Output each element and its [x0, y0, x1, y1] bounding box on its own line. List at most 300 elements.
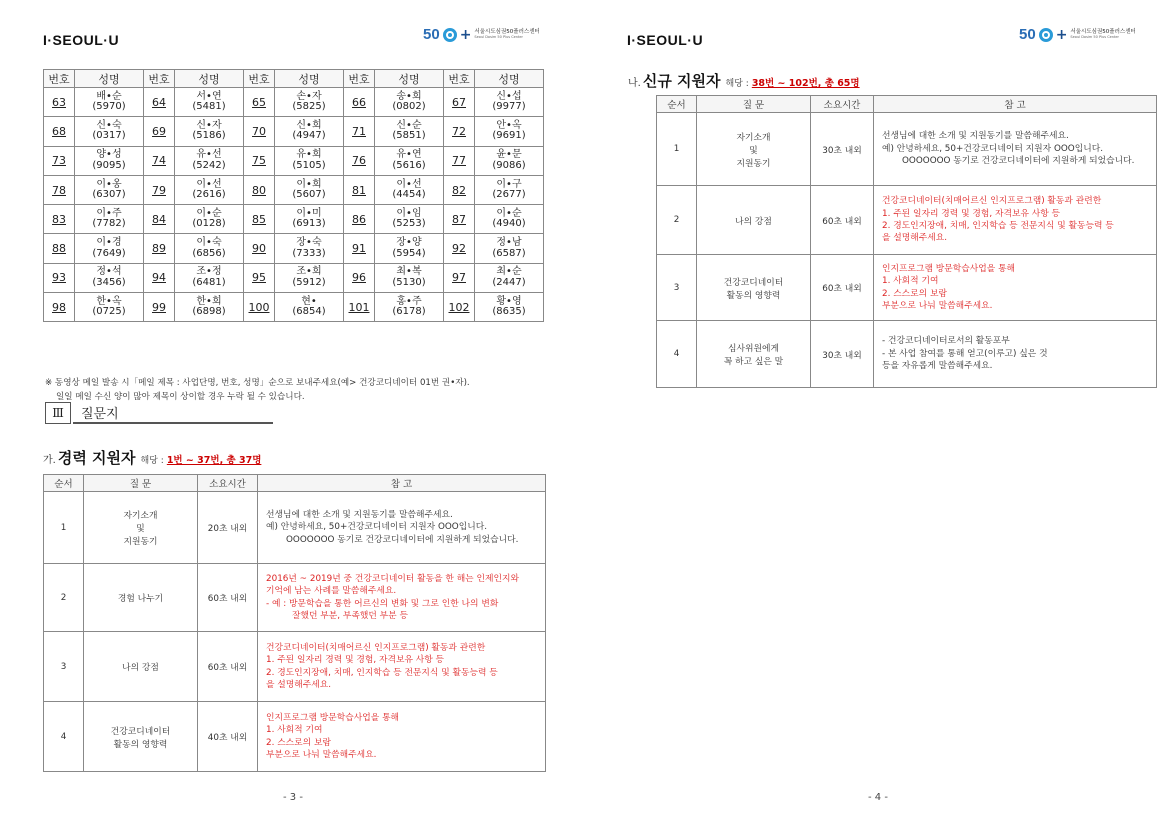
- roster-number: 92: [444, 234, 475, 263]
- roster-name-text: 홍•주: [396, 295, 422, 307]
- reference-line: - 본 사업 참여를 통해 얻고(이루고) 싶은 것: [882, 348, 1048, 359]
- row-time: 60초 내외: [811, 186, 874, 255]
- table-row: [44, 702, 546, 772]
- row-reference: [874, 186, 1157, 255]
- question-line: 활동의 영향력: [113, 739, 168, 750]
- roster-name: [75, 263, 144, 292]
- roster-number: 98: [44, 293, 75, 322]
- col-name-header: 성명: [275, 70, 344, 88]
- roster-number: 102: [444, 293, 475, 322]
- reference-line: 2016년 ~ 2019년 중 건강코디네이터 활동을 한 해는 인제인지와: [266, 573, 519, 584]
- roster-name: [275, 205, 344, 234]
- roster-number: 76: [344, 146, 375, 175]
- row-order: 3: [44, 632, 84, 702]
- roster-number: 79: [144, 175, 175, 204]
- center-logo: [423, 26, 540, 43]
- table-row: [44, 293, 544, 322]
- roster-id-text: (5130): [392, 276, 426, 288]
- order-header: 순서: [44, 475, 84, 492]
- row-order: 1: [44, 492, 84, 564]
- notice-line-1: ※ 동영상 메일 발송 시「메일 제목 : 사업단명, 번호, 성명」순으로 보내주세요(예> 건강코디네이터 01번 권•자).: [45, 378, 470, 388]
- roster-name: [475, 263, 544, 292]
- roster-number: 77: [444, 146, 475, 175]
- reference-line: 2. 스스로의 보람: [882, 288, 947, 299]
- roster-id-text: (5105): [292, 159, 326, 171]
- roster-id-text: (5954): [392, 247, 426, 259]
- roster-number: 71: [344, 117, 375, 146]
- roster-id-text: (0128): [192, 218, 226, 230]
- roster-id-text: (7649): [92, 247, 126, 259]
- group-b-prefix: 나.: [628, 78, 641, 89]
- reference-line: - 예 : 방문학습을 통한 어르신의 변화 및 그로 인한 나의 변화: [266, 598, 499, 609]
- reference-line: 건강코디네이터(치매어르신 인지프로그램) 활동과 관련한: [882, 196, 1102, 207]
- center-logo-plus: +: [459, 26, 472, 43]
- row-question: [697, 255, 811, 321]
- col-name-header: 성명: [375, 70, 444, 88]
- roster-name-text: 장•양: [396, 237, 422, 249]
- roster-id-text: (4947): [292, 130, 326, 142]
- table-row: [44, 146, 544, 175]
- roster-name-text: 한•희: [196, 295, 222, 307]
- roster-name-text: 윤•문: [496, 149, 522, 161]
- reference-line: 2. 경도인지장애, 치매, 인지학습 등 전문지식 및 활동능력 등: [266, 667, 498, 678]
- row-question: 나의 강점: [697, 186, 811, 255]
- reference-line: 을 설명해주세요.: [266, 679, 332, 690]
- row-time: 60초 내외: [811, 255, 874, 321]
- roster-name-text: 서•연: [196, 90, 222, 102]
- roster-name-text: 양•성: [96, 149, 122, 161]
- reference-line: 등을 자유롭게 말씀해주세요.: [882, 361, 993, 372]
- roster-number: 70: [244, 117, 275, 146]
- row-time: 30초 내외: [811, 113, 874, 186]
- roster-name: [375, 117, 444, 146]
- roster-number: 69: [144, 117, 175, 146]
- row-order: 4: [657, 321, 697, 388]
- table-row: [44, 117, 544, 146]
- roster-number: 63: [44, 88, 75, 117]
- roster-name: [475, 234, 544, 263]
- reference-line: OOOOOOO 동기로 건강코디네이터에 지원하게 되었습니다.: [286, 534, 519, 545]
- roster-number: 72: [444, 117, 475, 146]
- row-question: [84, 702, 198, 772]
- roster-id-text: (5912): [292, 276, 326, 288]
- roster-name: [175, 234, 244, 263]
- col-name-header: 성명: [75, 70, 144, 88]
- roster-number: 94: [144, 263, 175, 292]
- center-logo-plus: +: [1055, 26, 1068, 43]
- roster-name-text: 최•복: [396, 266, 422, 278]
- roster-number: 73: [44, 146, 75, 175]
- roster-number: 66: [344, 88, 375, 117]
- roster-name-text: 황•영: [496, 295, 522, 307]
- roster-number: 99: [144, 293, 175, 322]
- roster-number: 96: [344, 263, 375, 292]
- reference-line: 을 설명해주세요.: [882, 233, 948, 244]
- reference-line: 건강코디네이터(치매어르신 인지프로그램) 활동과 관련한: [266, 642, 486, 653]
- col-num-header: 번호: [244, 70, 275, 88]
- roster-name-text: 신•순: [396, 119, 422, 131]
- roster-name-text: 장•숙: [296, 237, 322, 249]
- reference-line: 인지프로그램 방문학습사업을 통해: [266, 712, 400, 723]
- row-order: 1: [657, 113, 697, 186]
- reference-line: 2. 스스로의 보람: [266, 737, 331, 748]
- roster-name-text: 이•주: [96, 207, 122, 219]
- roster-name: [375, 263, 444, 292]
- reference-line: 1. 사회적 기여: [266, 725, 323, 736]
- roster-name-text: 한•옥: [96, 295, 122, 307]
- group-b-label: 해당 :: [725, 79, 749, 89]
- row-reference: [874, 255, 1157, 321]
- roster-number: 93: [44, 263, 75, 292]
- roster-name: [75, 205, 144, 234]
- roster-id-text: (7782): [92, 218, 126, 230]
- row-reference: [258, 632, 546, 702]
- roster-id-text: (5970): [92, 101, 126, 113]
- table-row: [657, 321, 1157, 388]
- question-line: 활동의 영향력: [726, 290, 781, 301]
- center-logo-number: 50: [423, 26, 440, 43]
- roster-name-text: 신•섭: [496, 90, 522, 102]
- roster-number: 83: [44, 205, 75, 234]
- reference-line: 1. 주된 일자리 경력 및 경험, 자격보유 사항 등: [882, 208, 1061, 219]
- roster-id-text: (9977): [492, 101, 526, 113]
- roster-name: [375, 88, 444, 117]
- reference-line: - 건강코디네이터로서의 활동포부: [882, 336, 1010, 347]
- roster-number: 65: [244, 88, 275, 117]
- roster-name-text: 이•선: [396, 178, 422, 190]
- row-time: 60초 내외: [198, 564, 258, 632]
- question-header-row: [44, 475, 546, 492]
- reference-line: 예) 안녕하세요, 50+건강코디네이터 지원자 OOO입니다.: [266, 522, 488, 533]
- roster-name: [275, 293, 344, 322]
- order-header: 순서: [657, 96, 697, 113]
- roster-name: [275, 263, 344, 292]
- roster-name: [175, 293, 244, 322]
- row-reference: [874, 113, 1157, 186]
- reference-line: 부분으로 나눠 말씀해주세요.: [266, 749, 377, 760]
- roster-number: 95: [244, 263, 275, 292]
- question-line: 지원동기: [123, 537, 158, 547]
- table-row: [44, 175, 544, 204]
- roster-name: [475, 88, 544, 117]
- roster-name: [475, 146, 544, 175]
- roster-name-text: 이•미: [296, 207, 322, 219]
- roster-name-text: 유•선: [196, 149, 222, 161]
- roster-name: [175, 88, 244, 117]
- roster-name: [275, 234, 344, 263]
- section-number: Ⅲ: [45, 402, 71, 424]
- question-line: 꼭 하고 싶은 말: [723, 357, 784, 367]
- question-header: 질 문: [697, 96, 811, 113]
- roster-number: 100: [244, 293, 275, 322]
- roster-name-text: 현•: [301, 295, 317, 307]
- roster-number: 81: [344, 175, 375, 204]
- center-name-en: Seoul Dosim 50 Plus Center: [1070, 34, 1119, 39]
- roster-id-text: (3456): [92, 276, 126, 288]
- roster-id-text: (9691): [492, 130, 526, 142]
- reference-line: 1. 사회적 기여: [882, 276, 939, 287]
- center-name-ko: 서울시도심권50플러스센터: [1070, 28, 1136, 35]
- row-order: 3: [657, 255, 697, 321]
- table-row: [657, 186, 1157, 255]
- reference-line: OOOOOOO 동기로 건강코디네이터에 지원하게 되었습니다.: [902, 156, 1135, 167]
- roster-number: 68: [44, 117, 75, 146]
- roster-name-text: 안•옥: [496, 119, 522, 131]
- table-row: [44, 234, 544, 263]
- section-heading: [45, 402, 273, 424]
- roster-name-text: 이•숙: [196, 237, 222, 249]
- row-question: 경험 나누기: [84, 564, 198, 632]
- row-time: 20초 내외: [198, 492, 258, 564]
- col-num-header: 번호: [44, 70, 75, 88]
- roster-number: 101: [344, 293, 375, 322]
- roster-id-text: (8635): [492, 306, 526, 318]
- table-row: [44, 632, 546, 702]
- roster-number: 82: [444, 175, 475, 204]
- row-question: [697, 321, 811, 388]
- roster-name-text: 유•희: [296, 149, 322, 161]
- roster-id-text: (6481): [192, 276, 226, 288]
- table-row: [44, 88, 544, 117]
- roster-id-text: (5607): [292, 189, 326, 201]
- table-row: [44, 263, 544, 292]
- question-line: 건강코디네이터: [110, 726, 171, 737]
- roster-name: [75, 117, 144, 146]
- roster-name-text: 이•순: [196, 207, 222, 219]
- group-a-range: 1번 ~ 37번, 총 37명: [166, 455, 262, 466]
- question-line: 건강코디네이터: [723, 277, 784, 288]
- roster-name: [375, 175, 444, 204]
- roster-id-text: (0317): [92, 130, 126, 142]
- roster-id-text: (5851): [392, 130, 426, 142]
- roster-id-text: (4454): [392, 189, 426, 201]
- roster-id-text: (9086): [492, 159, 526, 171]
- roster-number: 86: [344, 205, 375, 234]
- question-header-row: [657, 96, 1157, 113]
- roster-name-text: 배•순: [96, 90, 122, 102]
- roster-number: 87: [444, 205, 475, 234]
- roster-name: [375, 205, 444, 234]
- col-num-header: 번호: [144, 70, 175, 88]
- roster-name: [75, 146, 144, 175]
- group-b-heading: [628, 70, 860, 91]
- table-row: [657, 113, 1157, 186]
- roster-number: 88: [44, 234, 75, 263]
- question-line: 지원동기: [736, 158, 771, 169]
- roster-name-text: 이•경: [96, 237, 122, 249]
- row-question: 나의 강점: [84, 632, 198, 702]
- row-order: 2: [657, 186, 697, 255]
- roster-name-text: 유•연: [396, 149, 422, 161]
- roster-name-text: 이•순: [496, 207, 522, 219]
- col-num-header: 번호: [444, 70, 475, 88]
- roster-id-text: (6178): [392, 306, 426, 318]
- table-row: [44, 205, 544, 234]
- roster-name: [75, 234, 144, 263]
- roster-name: [475, 205, 544, 234]
- roster-name: [275, 88, 344, 117]
- question-header: 질 문: [84, 475, 198, 492]
- page-number: - 3 -: [283, 792, 303, 803]
- roster-name: [175, 263, 244, 292]
- question-line: 심사위원에게: [728, 344, 779, 354]
- roster-id-text: (5825): [292, 101, 326, 113]
- roster-id-text: (6898): [192, 306, 226, 318]
- reference-line: 선생님에 대한 소개 및 지원동기를 말씀해주세요.: [882, 131, 1069, 142]
- reference-line: 기억에 남는 사례를 말씀해주세요.: [266, 586, 397, 597]
- time-header: 소요시간: [811, 96, 874, 113]
- reference-line: 부분으로 나눠 말씀해주세요.: [882, 300, 993, 311]
- roster-number: 85: [244, 205, 275, 234]
- reference-line: 인지프로그램 방문학습사업을 통해: [882, 263, 1016, 274]
- roster-name-text: 이•옹: [96, 178, 122, 190]
- center-name-ko: 서울시도심권50플러스센터: [474, 28, 540, 35]
- table-row: [657, 255, 1157, 321]
- roster-id-text: (5481): [192, 101, 226, 113]
- question-table-experienced: [43, 474, 546, 772]
- roster-id-text: (2616): [192, 189, 226, 201]
- roster-id-text: (6913): [292, 218, 326, 230]
- roster-name: [75, 88, 144, 117]
- question-line: 및: [136, 524, 145, 534]
- roster-number: 78: [44, 175, 75, 204]
- roster-id-text: (2677): [492, 189, 526, 201]
- section-title: 질문지: [73, 402, 273, 424]
- roster-number: 75: [244, 146, 275, 175]
- roster-id-text: (5186): [192, 130, 226, 142]
- row-reference: [874, 321, 1157, 388]
- roster-name-text: 이•선: [196, 178, 222, 190]
- col-name-header: 성명: [175, 70, 244, 88]
- roster-name: [475, 293, 544, 322]
- center-name-en: Seoul Dosim 50 Plus Center: [474, 34, 523, 39]
- ring-icon: [443, 28, 457, 42]
- row-reference: [258, 564, 546, 632]
- roster-name-text: 송•희: [396, 90, 422, 102]
- page-number: - 4 -: [868, 792, 888, 803]
- roster-name-text: 신•희: [296, 119, 322, 131]
- roster-number: 89: [144, 234, 175, 263]
- roster-id-text: (5616): [392, 159, 426, 171]
- roster-name: [175, 117, 244, 146]
- notice-line-2: 일일 메일 수신 양이 많아 제목이 상이할 경우 누락 될 수 있습니다.: [56, 392, 305, 402]
- roster-id-text: (6307): [92, 189, 126, 201]
- group-a-label: 해당 :: [140, 456, 164, 466]
- roster-name: [75, 175, 144, 204]
- seoul-logo: I·SEOUL·U: [627, 32, 704, 48]
- roster-id-text: (0802): [392, 101, 426, 113]
- roster-name: [75, 293, 144, 322]
- row-reference: [258, 702, 546, 772]
- roster-name: [275, 146, 344, 175]
- roster-id-text: (2447): [492, 276, 526, 288]
- roster-name-text: 이•구: [496, 178, 522, 190]
- col-name-header: 성명: [475, 70, 544, 88]
- ring-icon: [1039, 28, 1053, 42]
- roster-id-text: (6587): [492, 247, 526, 259]
- roster-id-text: (0725): [92, 306, 126, 318]
- roster-number: 91: [344, 234, 375, 263]
- table-row: [44, 564, 546, 632]
- roster-name: [175, 205, 244, 234]
- roster-id-text: (9095): [92, 159, 126, 171]
- question-line: 자기소개: [123, 511, 158, 521]
- roster-number: 90: [244, 234, 275, 263]
- roster-header-row: [44, 70, 544, 88]
- row-time: 30초 내외: [811, 321, 874, 388]
- reference-line: 선생님에 대한 소개 및 지원동기를 말씀해주세요.: [266, 509, 453, 520]
- roster-name-text: 정•남: [496, 237, 522, 249]
- row-order: 2: [44, 564, 84, 632]
- roster-name-text: 신•자: [196, 119, 222, 131]
- roster-name-text: 최•순: [496, 266, 522, 278]
- roster-name: [375, 146, 444, 175]
- roster-name: [275, 117, 344, 146]
- roster-name-text: 정•석: [96, 266, 122, 278]
- reference-line: 2. 경도인지장애, 치매, 인지학습 등 전문지식 및 활동능력 등: [882, 221, 1114, 231]
- group-a-heading: [43, 447, 261, 468]
- row-reference: [258, 492, 546, 564]
- roster-name: [475, 117, 544, 146]
- roster-name-text: 이•임: [396, 207, 422, 219]
- group-a-prefix: 가.: [43, 455, 56, 466]
- question-line: 및: [749, 145, 758, 156]
- roster-number: 64: [144, 88, 175, 117]
- reference-line: 예) 안녕하세요, 50+건강코디네이터 지원자 OOO입니다.: [882, 143, 1104, 154]
- roster-name-text: 이•희: [296, 178, 322, 190]
- roster-id-text: (6854): [292, 306, 326, 318]
- roster-id-text: (7333): [292, 247, 326, 259]
- reference-line: 1. 주된 일자리 경력 및 경험, 자격보유 사항 등: [266, 655, 445, 666]
- row-time: 40초 내외: [198, 702, 258, 772]
- roster-name: [275, 175, 344, 204]
- roster-name-text: 조•정: [196, 266, 222, 278]
- roster-number: 67: [444, 88, 475, 117]
- roster-id-text: (5242): [192, 159, 226, 171]
- row-question: [84, 492, 198, 564]
- time-header: 소요시간: [198, 475, 258, 492]
- roster-id-text: (6856): [192, 247, 226, 259]
- roster-table: [43, 69, 544, 322]
- group-b-title: 신규 지원자: [642, 72, 721, 90]
- roster-name: [175, 146, 244, 175]
- roster-number: 97: [444, 263, 475, 292]
- roster-number: 74: [144, 146, 175, 175]
- roster-id-text: (5253): [392, 218, 426, 230]
- center-logo: [1019, 26, 1136, 43]
- roster-name: [375, 293, 444, 322]
- center-logo-number: 50: [1019, 26, 1036, 43]
- roster-name: [475, 175, 544, 204]
- table-row: [44, 492, 546, 564]
- row-time: 60초 내외: [198, 632, 258, 702]
- roster-number: 84: [144, 205, 175, 234]
- roster-name-text: 손•자: [296, 90, 322, 102]
- row-question: [697, 113, 811, 186]
- roster-name: [175, 175, 244, 204]
- ref-header: 참 고: [874, 96, 1157, 113]
- question-table-new: [656, 95, 1157, 388]
- reference-line: 잘했던 부분, 부족했던 부분 등: [292, 610, 408, 621]
- ref-header: 참 고: [258, 475, 546, 492]
- question-line: 자기소개: [736, 132, 771, 143]
- roster-number: 80: [244, 175, 275, 204]
- seoul-logo: I·SEOUL·U: [43, 32, 120, 48]
- roster-name: [375, 234, 444, 263]
- roster-name-text: 신•숙: [96, 119, 122, 131]
- roster-name-text: 조•희: [296, 266, 322, 278]
- roster-id-text: (4940): [492, 218, 526, 230]
